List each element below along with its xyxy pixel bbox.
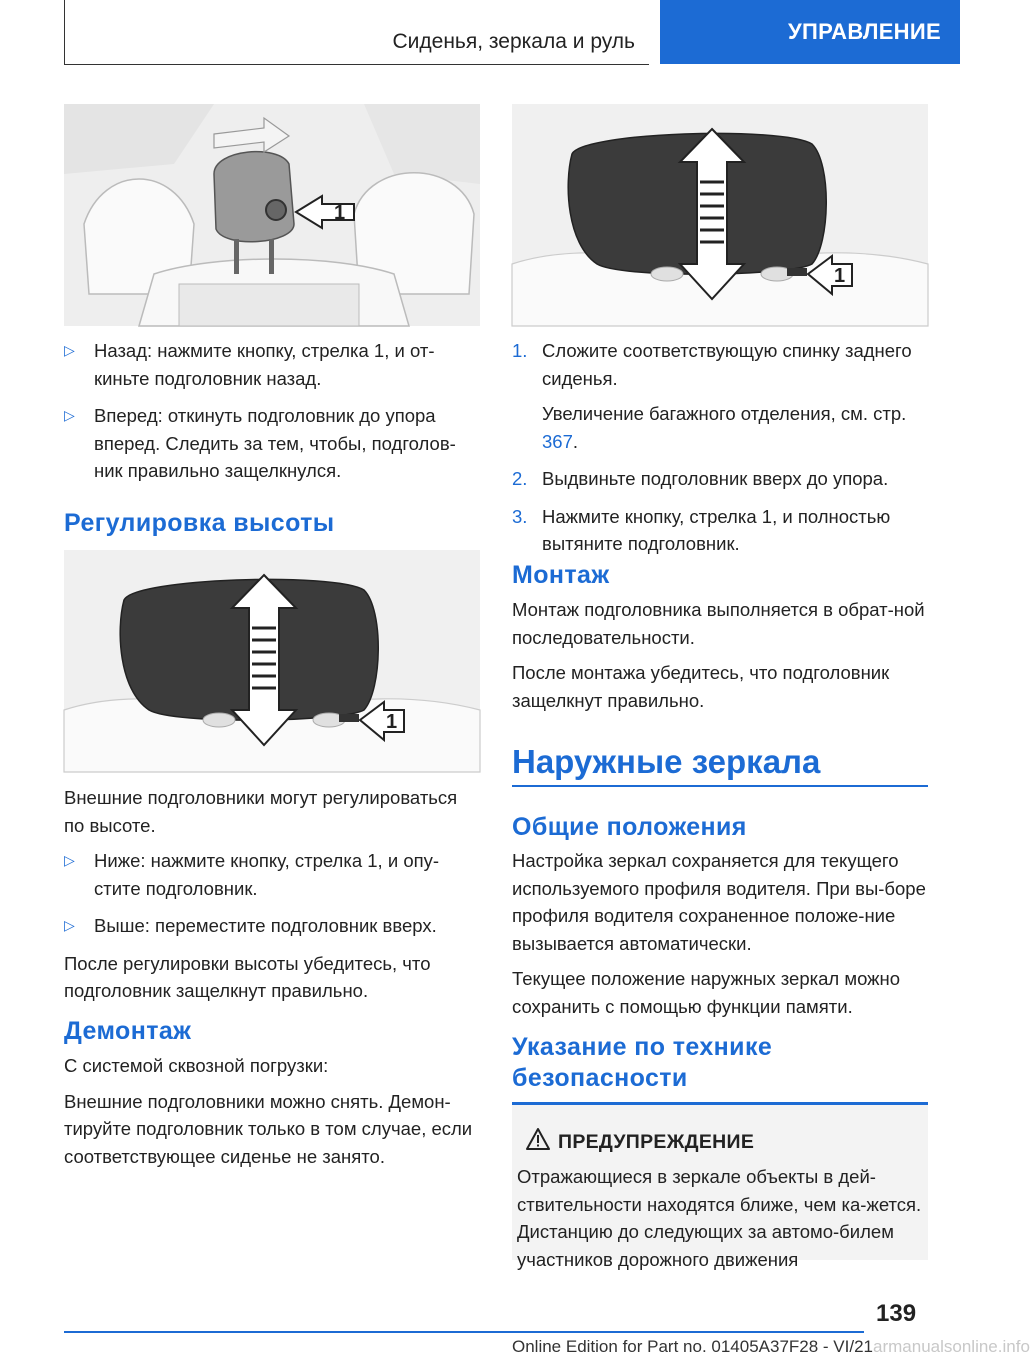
list-item: ▷ Выше: переместите подголовник вверх. [64, 912, 480, 940]
paragraph: Внешние подголовники можно снять. Демон-тируйте подголовник только в том случае, если соответствующее сиденье не занято. [64, 1090, 473, 1167]
left-bullets-tilt [64, 337, 480, 495]
paragraph: С системой сквозной погрузки: [64, 1055, 329, 1076]
callout-1: 1 [386, 711, 398, 733]
figure-headrest-tilt [64, 104, 480, 326]
left-height-text [64, 784, 480, 1013]
heading-installation: Монтаж [512, 561, 610, 589]
paragraph: Текущее положение наружных зеркал можно сохранить с помощью функции памяти. [512, 968, 901, 1017]
heading-safety: Указание по технике безопасности [512, 1033, 773, 1092]
page-number: 139 [876, 1300, 917, 1327]
callout-1: 1 [834, 265, 846, 287]
paragraph: После регулировки высоты убедитесь, что подголовник защелкнут правильно. [64, 952, 431, 1001]
figure-headrest-height [64, 550, 480, 772]
figure-headrest-removal [512, 104, 928, 326]
warning-box [512, 1102, 928, 1270]
paragraph: Настройка зеркал сохраняется для текущего используемого профиля водителя. При вы-боре профиля водителя сохраненное положе-ние вызывается автоматически. [512, 850, 926, 954]
paragraph: Монтаж подголовника выполняется в обрат-ной последовательности. [512, 599, 925, 648]
watermark: armanualsonline.info [873, 1337, 1030, 1356]
paragraph: Внешние подголовники могут регулироваться по высоте. [64, 787, 458, 836]
step-reference: Увеличение багажного отделения, см. стр. 367. [542, 403, 907, 452]
headrest-tilt-illustration [64, 104, 480, 326]
triangle-bullet-icon: ▷ [64, 342, 75, 358]
list-item: 1. Сложите соответствующую спинку заднего сиденья. Увеличение багажного отделения, см. стр. 367. [512, 337, 928, 455]
page-link[interactable]: 367 [542, 430, 573, 452]
header-frame [64, 0, 649, 65]
list-item: 2. Выдвиньте подголовник вверх до упора. [512, 468, 889, 489]
triangle-bullet-icon: ▷ [64, 852, 75, 868]
section-tab[interactable]: УПРАВЛЕНИЕ [660, 0, 960, 64]
chapter-title: Сиденья, зеркала и руль [392, 30, 635, 53]
list-item: ▷ Вперед: откинуть подголовник до упора вперед. Следить за тем, чтобы, подголов-ник правильно защелкнулся. [64, 402, 480, 485]
footer-rule [64, 1331, 864, 1333]
heading-general: Общие положения [512, 813, 747, 841]
heading-removal: Демонтаж [64, 1017, 192, 1045]
warning-triangle-icon [526, 1128, 550, 1150]
list-item: ▷ Ниже: нажмите кнопку, стрелка 1, и опу-стите подголовник. [64, 847, 480, 902]
heading-rule [512, 785, 928, 787]
heading-height-adjustment: Регулировка высоты [64, 509, 335, 537]
warning-title: ПРЕДУПРЕЖДЕНИЕ [558, 1131, 755, 1153]
right-install-text [512, 596, 928, 722]
footer-edition: Online Edition for Part no. 01405A37F28 - VI/21armanualsonline.info [512, 1337, 1030, 1356]
list-item: ▷ Назад: нажмите кнопку, стрелка 1, и от-киньте подголовник назад. [64, 337, 480, 392]
triangle-bullet-icon: ▷ [64, 917, 75, 933]
headrest-removal-illustration [512, 104, 928, 326]
headrest-height-illustration [64, 550, 480, 772]
heading-exterior-mirrors: Наружные зеркала [512, 743, 821, 780]
right-steps [512, 337, 928, 568]
triangle-bullet-icon: ▷ [64, 407, 75, 423]
paragraph: После монтажа убедитесь, что подголовник защелкнут правильно. [512, 662, 890, 711]
right-general-text [512, 847, 928, 1028]
warning-text: Отражающиеся в зеркале объекты в дей-ствительности находятся ближе, чем ка-жется. Дистанцию до следующих за автомо-билем участников дорожного движения [517, 1166, 922, 1270]
left-removal-text [64, 1052, 480, 1178]
list-item: 3. Нажмите кнопку, стрелка 1, и полностью вытяните подголовник. [512, 505, 891, 554]
callout-1: 1 [334, 202, 346, 224]
